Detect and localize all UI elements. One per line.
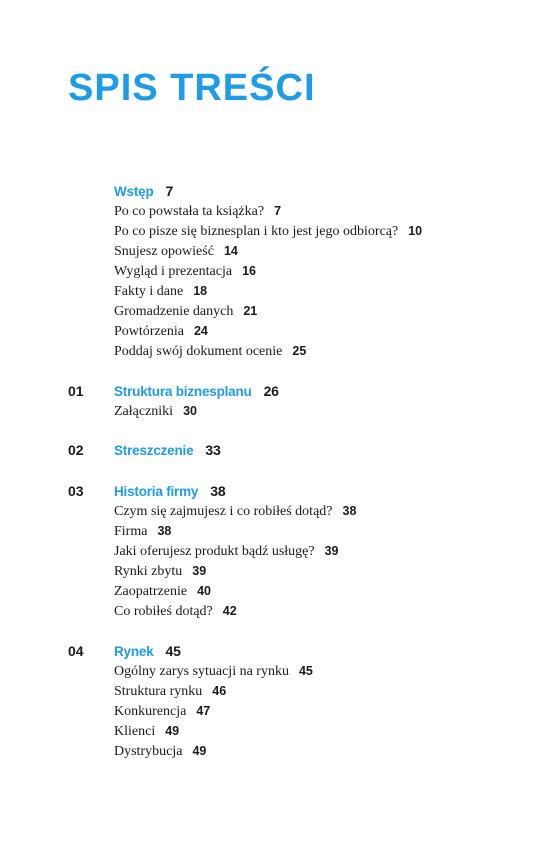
chapter-title: Historia firmy (114, 484, 199, 499)
toc-entry-page-number: 25 (292, 344, 307, 358)
toc-entry-title: Zaopatrzenie (114, 584, 188, 599)
toc-entry[interactable] (0, 561, 543, 581)
toc-entry-page-number: 7 (274, 204, 282, 218)
toc-entry[interactable] (0, 661, 543, 681)
chapter-page-number: 7 (165, 183, 174, 199)
toc-entry-title: Czym się zajmujesz i co robiłeś dotąd? (114, 504, 333, 519)
toc-entry-line (114, 301, 257, 322)
toc-entry-page-number: 49 (165, 724, 180, 738)
toc-entry-title: Co robiłeś dotąd? (114, 604, 213, 619)
toc-entry[interactable] (0, 581, 543, 601)
toc-entry-line (114, 601, 237, 622)
toc-entry-line (114, 281, 207, 302)
toc-entry-line (114, 581, 211, 602)
toc-entry-title: Wygląd i prezentacja (114, 264, 233, 279)
toc-entry[interactable] (0, 321, 543, 341)
toc-entry-line (114, 661, 313, 682)
toc-entry-title: Struktura rynku (114, 684, 203, 699)
toc-entry-page-number: 38 (157, 524, 172, 538)
toc-entry-line (114, 501, 356, 522)
toc-entry-title: Po co pisze się biznesplan i kto jest jego odbiorcą? (114, 224, 399, 239)
toc-entry[interactable] (0, 261, 543, 281)
toc-entry-page-number: 18 (193, 284, 208, 298)
toc-section-heading[interactable] (0, 440, 543, 460)
chapter-title-line (114, 381, 279, 402)
toc-entry-page-number: 39 (324, 544, 339, 558)
toc-entry-page-number: 40 (197, 584, 211, 598)
toc-entry[interactable] (0, 721, 543, 741)
chapter-number: 02 (68, 442, 84, 458)
toc-entry-title: Jaki oferujesz produkt bądź usługę? (114, 544, 315, 559)
toc-entry-page-number: 49 (192, 744, 207, 758)
toc-entry-line (114, 721, 179, 742)
chapter-title: Streszczenie (114, 443, 194, 458)
toc-entry-line (114, 521, 171, 542)
toc-entry-title: Poddaj swój dokument ocenie (114, 344, 283, 359)
toc-entry-title: Konkurencja (114, 704, 187, 719)
toc-entry[interactable] (0, 301, 543, 321)
toc-entry-title: Klienci (114, 724, 156, 739)
toc-entry-page-number: 47 (196, 704, 211, 718)
toc-entry-title: Gromadzenie danych (114, 304, 234, 319)
toc-entry[interactable] (0, 701, 543, 721)
chapter-page-number: 45 (165, 643, 181, 659)
toc-entry-page-number: 46 (212, 684, 227, 698)
toc-entry-line (114, 741, 206, 762)
toc-entry-page-number: 39 (192, 564, 207, 578)
toc-entry[interactable] (0, 501, 543, 521)
toc-entry[interactable] (0, 401, 543, 421)
toc-entry-title: Załączniki (114, 404, 174, 419)
toc-entry[interactable] (0, 201, 543, 221)
toc-entry-page-number: 21 (243, 304, 258, 318)
toc-section (0, 481, 543, 621)
toc-entry-line (114, 541, 339, 562)
toc-entry-title: Dystrybucja (114, 744, 183, 759)
toc-section-heading[interactable] (0, 641, 543, 661)
toc-entry-page-number: 30 (183, 404, 197, 418)
chapter-page-number: 33 (205, 442, 221, 458)
toc-entry[interactable] (0, 341, 543, 361)
toc-entry-line (114, 401, 197, 422)
toc-entry-line (114, 321, 208, 342)
chapter-title-line (114, 641, 181, 662)
toc-entry-line (114, 701, 210, 722)
toc-entry-line (114, 241, 238, 262)
toc-entry-title: Powtórzenia (114, 324, 184, 339)
toc-section (0, 440, 543, 460)
chapter-title: Wstęp (114, 184, 154, 199)
toc-entry-line (114, 221, 422, 242)
chapter-title: Rynek (114, 644, 154, 659)
chapter-number: 01 (68, 383, 84, 399)
toc-entry[interactable] (0, 221, 543, 241)
toc-entry-page-number: 45 (298, 664, 313, 678)
chapter-page-number: 38 (210, 483, 226, 499)
toc-entry[interactable] (0, 601, 543, 621)
toc-entry-title: Ogólny zarys sytuacji na rynku (114, 664, 289, 679)
toc-section (0, 181, 543, 361)
toc-entry-line (114, 681, 226, 702)
toc-entry-page-number: 24 (193, 324, 208, 338)
toc-section-heading[interactable] (0, 381, 543, 401)
toc-entry[interactable] (0, 741, 543, 761)
toc-entry-title: Snujesz opowieść (114, 244, 214, 259)
toc-section (0, 641, 543, 761)
toc-entry-line (114, 261, 256, 282)
toc-entry[interactable] (0, 241, 543, 261)
toc-entry-line (114, 561, 206, 582)
chapter-number: 04 (68, 643, 84, 659)
toc-section-heading[interactable] (0, 481, 543, 501)
toc-entry-page-number: 14 (223, 244, 238, 258)
toc-entry-title: Po co powstała ta książka? (114, 204, 265, 219)
toc-section (0, 381, 543, 421)
toc-entry-title: Rynki zbytu (114, 564, 183, 579)
toc-entry-title: Firma (114, 524, 148, 539)
chapter-title-line (114, 481, 225, 502)
chapter-number: 03 (68, 483, 84, 499)
toc-entry-line (114, 201, 281, 222)
toc-entry-page-number: 10 (408, 224, 423, 238)
toc-entry-title: Fakty i dane (114, 284, 184, 299)
toc-section-heading[interactable] (0, 181, 543, 201)
toc-entry[interactable] (0, 681, 543, 701)
toc-entry[interactable] (0, 541, 543, 561)
toc-entry-page-number: 38 (342, 504, 357, 518)
chapter-title-line (114, 440, 221, 461)
toc-entry[interactable] (0, 521, 543, 541)
toc-entry-line (114, 341, 306, 362)
page-title: SPIS TREŚCI (68, 67, 316, 109)
toc-entry-page-number: 16 (242, 264, 256, 278)
toc-entry[interactable] (0, 281, 543, 301)
chapter-title-line (114, 181, 173, 202)
toc-entry-page-number: 42 (222, 604, 237, 618)
chapter-title: Struktura biznesplanu (114, 384, 252, 399)
chapter-page-number: 26 (263, 383, 279, 399)
